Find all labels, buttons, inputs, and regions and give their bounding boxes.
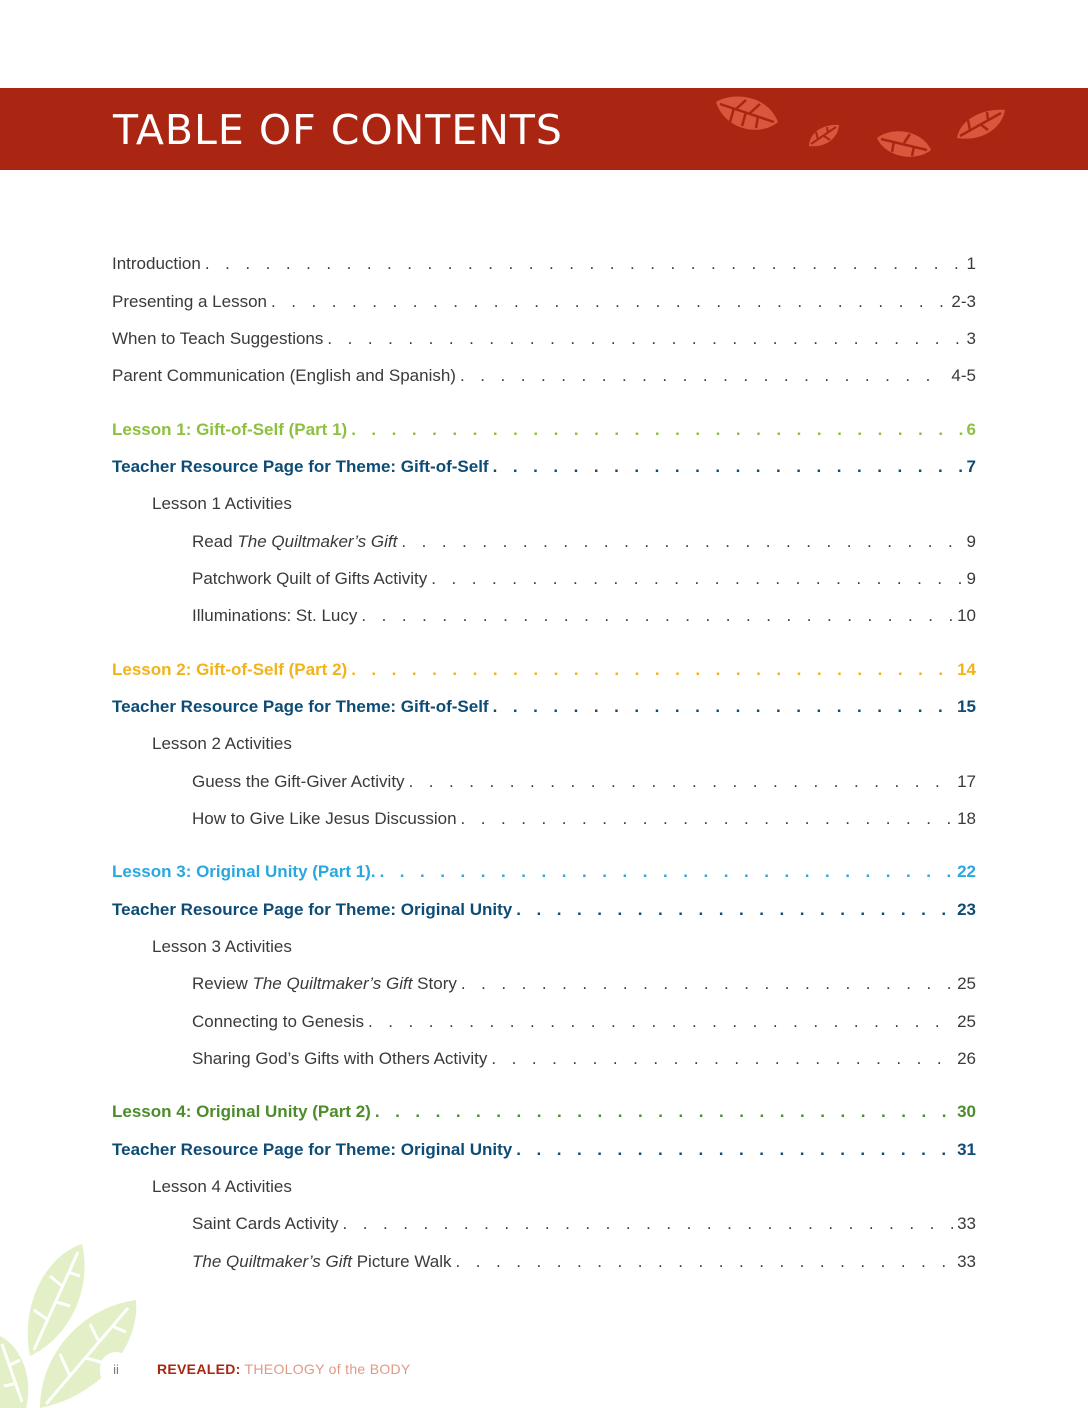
toc-teacher-resource[interactable]	[112, 455, 976, 479]
toc-entry-label: Saint Cards Activity	[192, 1214, 339, 1233]
toc-entry-page: 33	[957, 1252, 976, 1271]
dot-leader	[205, 252, 963, 276]
toc-entry[interactable]	[112, 364, 976, 388]
toc-entry[interactable]	[192, 530, 976, 554]
toc-entry-page: 9	[966, 569, 976, 588]
toc-entry-page: 9	[966, 532, 976, 551]
dot-leader	[409, 770, 954, 794]
toc-entry-page: 23	[957, 900, 976, 919]
leaf-icon	[874, 126, 934, 162]
footer-brand	[157, 1361, 411, 1377]
toc-entry-page: 25	[957, 1012, 976, 1031]
toc-entry-label: Teacher Resource Page for Theme: Gift-of-Self	[112, 457, 489, 476]
dot-leader	[351, 658, 953, 682]
toc-entry[interactable]	[192, 972, 976, 996]
toc-entry-label: Lesson 2 Activities	[152, 734, 292, 753]
toc-entry-label: Connecting to Genesis	[192, 1012, 364, 1031]
toc-entry-page: 18	[957, 809, 976, 828]
dot-leader	[493, 455, 963, 479]
toc-teacher-resource[interactable]	[112, 898, 976, 922]
toc-entry-label: The Quiltmaker’s Gift Picture Walk	[192, 1252, 452, 1271]
toc-entry-label: Read The Quiltmaker’s Gift	[192, 532, 398, 551]
toc-activities-heading	[152, 492, 976, 516]
dot-leader	[351, 418, 962, 442]
toc-entry-page: 7	[966, 457, 976, 476]
toc-entry-label: Illuminations: St. Lucy	[192, 606, 358, 625]
toc-entry[interactable]	[192, 567, 976, 591]
toc-entry-page: 25	[957, 974, 976, 993]
toc-entry-label: Teacher Resource Page for Theme: Original Unity	[112, 900, 513, 919]
dot-leader	[516, 898, 953, 922]
page-number: ii	[100, 1352, 132, 1388]
toc-entry-label: Teacher Resource Page for Theme: Original Unity	[112, 1140, 513, 1159]
header-banner	[0, 88, 1088, 170]
toc-entry-page: 3	[966, 329, 976, 348]
toc-entry-label: Lesson 3 Activities	[152, 937, 292, 956]
toc-entry-label: Lesson 2: Gift-of-Self (Part 2)	[112, 660, 348, 679]
toc-entry-label: Lesson 4: Original Unity (Part 2)	[112, 1102, 371, 1121]
toc-entry-label: Presenting a Lesson	[112, 292, 267, 311]
toc-entry[interactable]	[112, 290, 976, 314]
toc-lesson-heading[interactable]	[112, 418, 976, 442]
toc-entry[interactable]	[112, 252, 976, 276]
toc-entry-page: 17	[957, 772, 976, 791]
toc-entry-label: Review The Quiltmaker’s Gift Story	[192, 974, 457, 993]
dot-leader	[431, 567, 962, 591]
dot-leader	[456, 1250, 954, 1274]
dot-leader	[491, 1047, 953, 1071]
toc-entry-page: 2-3	[951, 292, 976, 311]
dot-leader	[327, 327, 962, 351]
toc-entry-label: Lesson 1 Activities	[152, 494, 292, 513]
toc-entry-label: Guess the Gift-Giver Activity	[192, 772, 405, 791]
dot-leader	[342, 1212, 953, 1236]
toc-lesson-heading[interactable]	[112, 860, 976, 884]
toc-activities-heading	[152, 935, 976, 959]
toc-entry-page: 33	[957, 1214, 976, 1233]
toc-entry[interactable]	[192, 1010, 976, 1034]
toc-entry-label: Sharing God’s Gifts with Others Activity	[192, 1049, 488, 1068]
toc-entry-page: 31	[957, 1140, 976, 1159]
toc-entry[interactable]	[112, 327, 976, 351]
toc-entry-label: Lesson 3: Original Unity (Part 1).	[112, 862, 376, 881]
toc-entry-page: 14	[957, 660, 976, 679]
toc-entry-page: 26	[957, 1049, 976, 1068]
dot-leader	[271, 290, 947, 314]
leaf-icon	[712, 92, 782, 138]
dot-leader	[361, 604, 953, 628]
dot-leader	[493, 695, 953, 719]
toc-entry-label: Parent Communication (English and Spanish)	[112, 366, 456, 385]
toc-lesson-heading[interactable]	[112, 658, 976, 682]
dot-leader	[516, 1138, 953, 1162]
leaf-icon	[806, 122, 842, 150]
page-title: TABLE OF CONTENTS	[113, 106, 563, 154]
toc-entry-page: 22	[957, 862, 976, 881]
brand-subtitle: THEOLOGY of the BODY	[240, 1361, 411, 1377]
toc-teacher-resource[interactable]	[112, 1138, 976, 1162]
toc-activities-heading	[152, 732, 976, 756]
toc-entry[interactable]	[192, 1212, 976, 1236]
toc-entry-label: Patchwork Quilt of Gifts Activity	[192, 569, 428, 588]
toc-entry-label: Introduction	[112, 254, 201, 273]
dot-leader	[375, 1100, 953, 1124]
toc-entry[interactable]	[192, 1047, 976, 1071]
toc-entry-label: When to Teach Suggestions	[112, 329, 324, 348]
leaf-icon	[954, 106, 1008, 144]
toc-entry-page: 10	[957, 606, 976, 625]
toc-entry[interactable]	[192, 1250, 976, 1274]
dot-leader	[401, 530, 962, 554]
brand-name: REVEALED:	[157, 1361, 241, 1377]
toc-entry-page: 4-5	[951, 366, 976, 385]
toc-entry-label: Lesson 1: Gift-of-Self (Part 1)	[112, 420, 348, 439]
toc-lesson-heading[interactable]	[112, 1100, 976, 1124]
toc-entry-label: Teacher Resource Page for Theme: Gift-of-Self	[112, 697, 489, 716]
dot-leader	[380, 860, 954, 884]
toc-entry-page: 1	[966, 254, 976, 273]
dot-leader	[461, 972, 953, 996]
toc-entry-label: Lesson 4 Activities	[152, 1177, 292, 1196]
toc-entry-label: How to Give Like Jesus Discussion	[192, 809, 457, 828]
toc-entry-page: 15	[957, 697, 976, 716]
dot-leader	[460, 364, 947, 388]
toc-entry[interactable]	[192, 604, 976, 628]
toc-activities-heading	[152, 1175, 976, 1199]
dot-leader	[368, 1010, 953, 1034]
toc-entry[interactable]	[192, 770, 976, 794]
toc-teacher-resource[interactable]	[112, 695, 976, 719]
toc-entry[interactable]	[192, 807, 976, 831]
dot-leader	[461, 807, 954, 831]
toc-entry-page: 30	[957, 1102, 976, 1121]
toc-entry-page: 6	[966, 420, 976, 439]
